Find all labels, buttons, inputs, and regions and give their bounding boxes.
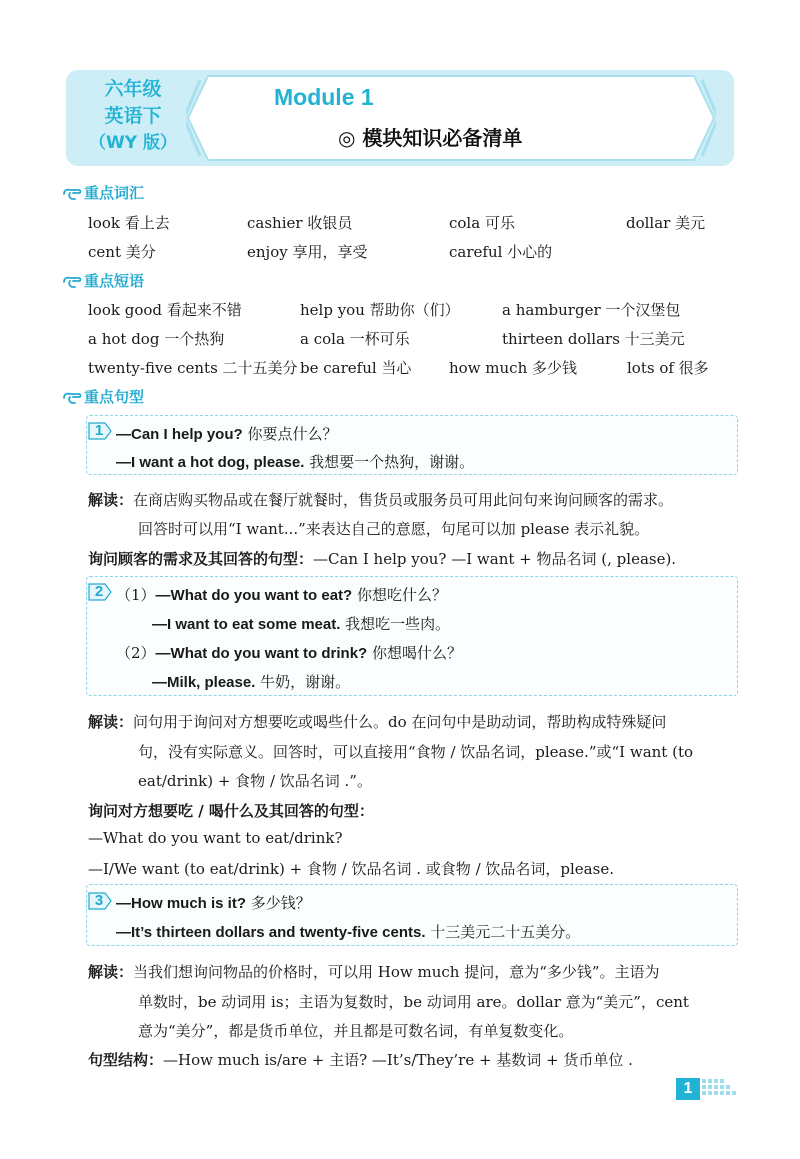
explanation-3-line-1: 解读：当我们想询问物品的价格时，可以用 How much 提问，意为“多少钱”。主语为 <box>88 963 660 981</box>
phrase-item: a cola 一杯可乐 <box>300 330 410 348</box>
vocab-item: careful 小心的 <box>449 243 553 261</box>
page-number-dots-decoration <box>702 1078 738 1100</box>
sentence-2-a1: —I want to eat some meat. 我想吃一些肉。 <box>152 615 451 633</box>
vocab-item: cent 美分 <box>88 243 156 261</box>
vocab-item: dollar 美元 <box>626 214 706 232</box>
sentence-number-3: 3 <box>88 892 110 910</box>
pattern-3: 句型结构：—How much is/are + 主语? —It’s/They’re + 基数词 + 货币单位 . <box>88 1051 633 1069</box>
phrase-item: look good 看起来不错 <box>88 301 242 319</box>
pattern-2-line-2: —I/We want (to eat/drink) + 食物 / 饮品名词 . 或食物 / 饮品名词，please. <box>88 860 614 878</box>
explanation-3-line-2: 单数时，be 动词用 is；主语为复数时，be 动词用 are。dollar 意为“美元”，cent <box>138 993 689 1011</box>
vocab-item: cola 可乐 <box>449 214 515 232</box>
vocab-item: look 看上去 <box>88 214 170 232</box>
sentence-3-answer: —It’s thirteen dollars and twenty-five cents. 十三美元二十五美分。 <box>116 923 581 941</box>
phrase-item: a hamburger 一个汉堡包 <box>502 301 681 319</box>
pattern-1: 询问顾客的需求及其回答的句型：—Can I help you? —I want + 物品名词 (, please). <box>88 550 677 568</box>
module-subtitle: ◎ 模块知识必备清单 <box>338 126 523 150</box>
pointing-hand-icon <box>62 273 82 289</box>
explanation-2-line-2: 句，没有实际意义。回答时，可以直接用“食物 / 饮品名词，please.”或“I want (to <box>138 743 694 761</box>
sentence-2-a2: —Milk, please. 牛奶，谢谢。 <box>152 673 351 691</box>
section-sentences-heading <box>62 386 144 407</box>
section-vocab-title: 重点词汇 <box>84 184 145 202</box>
vocab-item: cashier 收银员 <box>247 214 353 232</box>
phrase-item: help you 帮助你（们） <box>300 301 460 319</box>
page-number: 1 <box>676 1078 700 1100</box>
grade-line-3: （WY 版） <box>89 133 177 153</box>
sentence-2-q1: （1）—What do you want to eat? 你想吃什么？ <box>116 586 447 604</box>
pattern-2-line-1: —What do you want to eat/drink? <box>88 829 343 847</box>
explanation-1-line-1: 解读：在商店购买物品或在餐厅就餐时，售货员或服务员可用此问句来询问顾客的需求。 <box>88 491 674 509</box>
sentence-2-q2: （2）—What do you want to drink? 你想喝什么？ <box>116 644 462 662</box>
phrase-item: a hot dog 一个热狗 <box>88 330 225 348</box>
explanation-2-line-1: 解读：问句用于询问对方想要吃或喝些什么。do 在问句中是助动词，帮助构成特殊疑问 <box>88 713 667 731</box>
section-phrases-title: 重点短语 <box>84 272 145 290</box>
grade-label <box>78 76 188 157</box>
phrase-item: twenty-five cents 二十五美分 <box>88 359 298 377</box>
grade-line-1: 六年级 <box>104 78 162 100</box>
vocab-item: enjoy 享用，享受 <box>247 243 368 261</box>
sentence-number-1: 1 <box>88 422 110 440</box>
explanation-3-line-3: 意为“美分”，都是货币单位，并且都是可数名词，有单复数变化。 <box>138 1022 574 1040</box>
phrase-item: lots of 很多 <box>627 359 709 377</box>
phrase-item: how much 多少钱 <box>449 359 578 377</box>
explanation-2-line-3: eat/drink) + 食物 / 饮品名词 .”。 <box>138 772 372 790</box>
sentence-3-question: —How much is it? 多少钱？ <box>116 894 311 912</box>
grade-line-2: 英语下 <box>104 105 162 127</box>
sentence-1-answer: —I want a hot dog, please. 我想要一个热狗，谢谢。 <box>116 453 475 471</box>
sentence-number-2: 2 <box>88 583 110 601</box>
pointing-hand-icon <box>62 185 82 201</box>
pointing-hand-icon <box>62 389 82 405</box>
sentence-1-question: —Can I help you? 你要点什么？ <box>116 425 338 443</box>
phrase-item: thirteen dollars 十三美元 <box>502 330 685 348</box>
module-title: Module 1 <box>274 84 374 110</box>
section-vocab-heading <box>62 182 144 203</box>
section-phrases-heading <box>62 270 144 291</box>
section-sentences-title: 重点句型 <box>84 388 145 406</box>
phrase-item: be careful 当心 <box>300 359 412 377</box>
pattern-2-label: 询问对方想要吃 / 喝什么及其回答的句型： <box>88 802 374 820</box>
explanation-1-line-2: 回答时可以用“I want...”来表达自己的意愿，句尾可以加 please 表示礼貌。 <box>138 520 650 538</box>
